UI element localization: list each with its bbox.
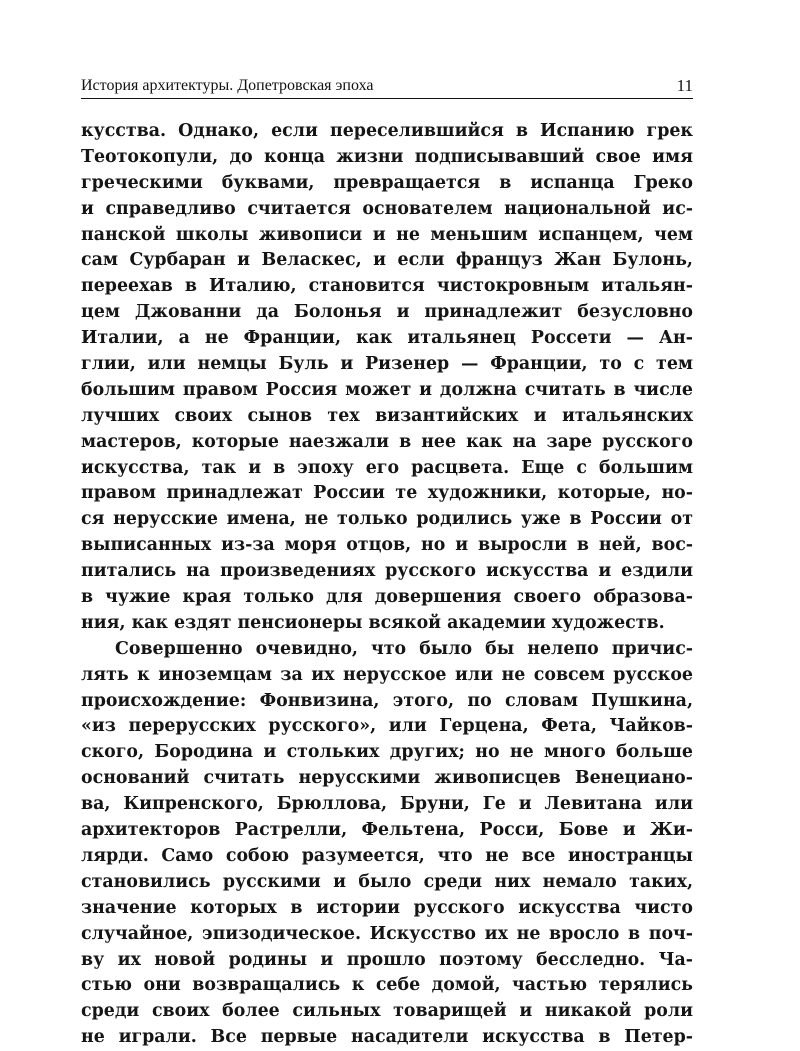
text-line: ву их новой родины и прошло поэтому бесследно. Ча-: [81, 949, 693, 970]
text-line: в чужие края только для довершения своего образова-: [81, 587, 693, 608]
text-line: лять к иноземцам за их нерусское или не совсем русское: [81, 664, 693, 685]
text-line: правом принадлежат России те художники, которые, но-: [81, 483, 693, 504]
text-line: мастеров, которые наезжали в нее как на заре русского: [81, 431, 693, 452]
text-line: выписанных из-за моря отцов, но и выросли в ней, вос-: [81, 535, 693, 556]
text-line: происхождение: Фонвизина, этого, по словам Пушкина,: [81, 690, 693, 711]
text-line: среди своих более сильных товарищей и никакой роли: [81, 1001, 693, 1022]
paragraph-first-line: Совершенно очевидно, что было бы нелепо причис-: [115, 638, 693, 659]
text-line: Италии, а не Франции, как итальянец Россети — Ан-: [81, 328, 693, 349]
text-line: греческими буквами, превращается в испанца Греко: [81, 172, 693, 193]
text-line: становились русскими и было среди них немало таких,: [81, 871, 693, 892]
text-line: кусства. Однако, если переселившийся в Испанию грек: [81, 121, 693, 141]
text-line: искусства, так и в эпоху его расцвета. Еще с большим: [81, 457, 693, 478]
text-line: «из перерусских русского», или Герцена, Фета, Чайков-: [81, 716, 693, 737]
text-line: панской школы живописи и не меньшим испанцем, чем: [81, 224, 693, 245]
running-header: [81, 76, 693, 99]
text-line: цем Джованни да Болонья и принадлежит безусловно: [81, 302, 693, 323]
text-line: питались на произведениях русского искусства и ездили: [81, 561, 693, 582]
text-line: и справедливо считается основателем национальной ис-: [81, 198, 693, 219]
paragraph-end-line: ния, как ездят пенсионеры всякой академии художеств.: [81, 612, 665, 633]
text-line: Теотокопули, до конца жизни подписывавший свое имя: [81, 146, 693, 167]
running-title: История архитектуры. Допетровская эпоха: [81, 77, 374, 94]
text-line: не играли. Все первые насадители искусства в Петер-: [81, 1027, 693, 1048]
text-line: ва, Кипренского, Брюллова, Бруни, Ге и Левитана или: [81, 794, 693, 815]
text-line: большим правом Россия может и должна считать в числе: [81, 379, 693, 400]
text-line: лярди. Само собою разумеется, что не все иностранцы: [81, 845, 693, 866]
page-number: 11: [676, 76, 693, 95]
text-line: значение которых в истории русского искусства чисто: [81, 897, 693, 918]
text-line: ся нерусские имена, не только родились уже в России от: [81, 509, 693, 530]
text-line: архитекторов Растрелли, Фельтена, Росси, Бове и Жи-: [81, 820, 693, 841]
text-line: оснований считать нерусскими живописцев Венециано-: [81, 768, 693, 789]
text-line: стью они возвращались к себе домой, частью терялись: [81, 975, 693, 996]
text-line: ского, Бородина и стольких других; но не много больше: [81, 742, 693, 763]
text-line: лучших своих сынов тех византийских и итальянских: [81, 405, 693, 426]
text-line: переехав в Италию, становится чистокровным итальян-: [81, 276, 693, 297]
text-line: сам Сурбаран и Веласкес, и если француз Жан Булонь,: [81, 250, 693, 271]
body-text: [81, 119, 693, 1051]
text-line: случайное, эпизодическое. Искусство их не вросло в поч-: [81, 923, 693, 944]
text-line: глии, или немцы Буль и Ризенер — Франции, то с тем: [81, 354, 693, 375]
